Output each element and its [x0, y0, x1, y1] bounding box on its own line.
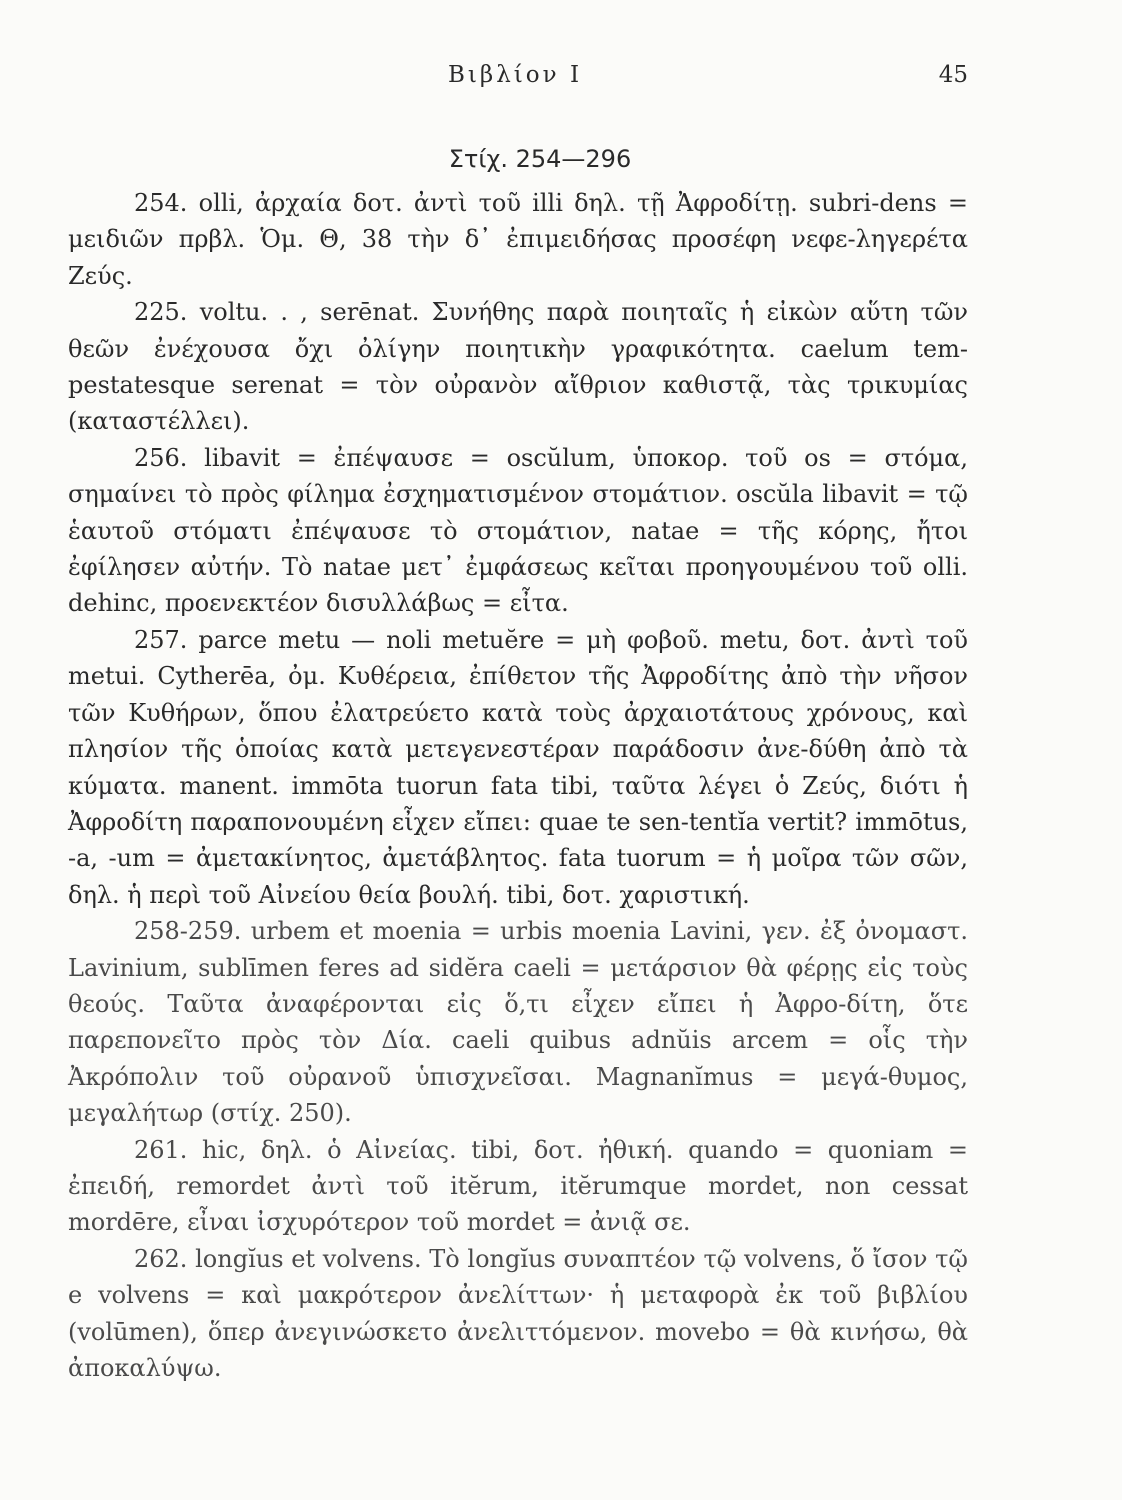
commentary-entry-254: 254. olli, ἀρχαία δοτ. ἀντὶ τοῦ illi δηλ. τῇ Ἀφροδίτῃ. subri-dens = μειδιῶν πρβλ. Ὁμ. Θ, 38 τὴν δ᾽ ἐπιμειδήσας προσέφη νεφε-ληγερέτα Ζεύς. — [68, 189, 968, 290]
commentary-entry-261: 261. hic, δηλ. ὁ Αἰνείας. tibi, δοτ. ἠθική. quando = quoniam = ἐπειδή, remordet ἀντὶ τοῦ itĕrum, itĕrumque mordet, non cessat mordēre, εἶναι ἰσχυρότερον τοῦ mordet = ἀνιᾷ σε. — [68, 1135, 968, 1237]
book-page — [68, 62, 968, 1462]
running-head — [68, 62, 968, 102]
running-head-title: Βιβλίον Ι — [448, 62, 583, 88]
section-title: Στίχ. 254—296 — [448, 145, 632, 173]
commentary-entry-258-259: 258-259. urbem et moenia = urbis moenia Lavini, γεν. ἐξ ὀνομαστ. Lavinium, sublīmen feres ad sidĕra caeli = μετάρσιον θὰ φέρῃς εἰς τοὺς θεούς. Ταῦτα ἀναφέρονται εἰς ὅ,τι εἶχεν εἴπει ἡ Ἀφρο-δίτη, ὅτε παρεπονεῖτο πρὸς τὸν Δία. caeli quibus adnŭis arcem = οἷς τὴν Ἀκρόπολιν τοῦ οὐρανοῦ ὑπισχνεῖσαι. Magnanĭmus = μεγά-θυμος, μεγαλήτωρ (στίχ. 250). — [68, 917, 968, 1128]
commentary-entry-255: 225. voltu. . , serēnat. Συνήθης παρὰ ποιηταῖς ἡ εἰκὼν αὕτη τῶν θεῶν ἐνέχουσα ὄχι ὀλίγην ποιητικὴν γραφικότητα. caelum tem-pestatesque serenat = τὸν οὐρανὸν αἴθριον καθιστᾷ, τὰς τρικυμίας (καταστέλλει). — [68, 298, 968, 436]
commentary-entry-257: 257. parce metu — noli metuĕre = μὴ φοβοῦ. metu, δοτ. ἀντὶ τοῦ metui. Cytherēa, ὀμ. Κυθέρεια, ἐπίθετον τῆς Ἀφροδίτης ἀπὸ τὴν νῆσον τῶν Κυθήρων, ὅπου ἐλατρεύετο κατὰ τοὺς ἀρχαιοτάτους χρόνους, καὶ πλησίον τῆς ὁποίας κατὰ μετεγενεστέραν παράδοσιν ἀνε-δύθη ἀπὸ τὰ κύματα. manent. immōta tuorun fata tibi, ταῦτα λέγει ὁ Ζεύς, διότι ἡ Ἀφροδίτη παραπονουμένη εἶχεν εἴπει: quae te sen-tentĭa vertit? immōtus, -a, -um = ἀμετακίνητος, ἀμετάβλητος. fata tuorum = ἡ μοῖρα τῶν σῶν, δηλ. ἡ περὶ τοῦ Αἰνείου θεία βουλή. tibi, δοτ. χαριστική. — [68, 625, 968, 909]
commentary-entry-256: 256. libavit = ἐπέψαυσε = oscŭlum, ὑποκορ. τοῦ os = στόμα, σημαίνει τὸ πρὸς φίλημα ἐσχηματισμένον στομάτιον. oscŭla libavit = τῷ ἑαυτοῦ στόματι ἐπέψαυσε τὸ στομάτιον, natae = τῆς κόρης, ἤτοι ἐφίλησεν αὐτήν. Τὸ natae μετ᾽ ἐμφάσεως κεῖται προηγουμένου τοῦ olli. dehinc, προενεκτέον δισυλλάβως = εἶτα. — [68, 443, 968, 618]
commentary-entry-262: 262. longĭus et volvens. Τὸ longĭus συναπτέον τῷ volvens, ὅ ἴσον τῷ e volvens = καὶ μακρότερον ἀνελίττων· ἡ μεταφορὰ ἐκ τοῦ βιβλίου (volūmen), ὅπερ ἀνεγινώσκετο ἀνελιττόμενον. movebo = θὰ κινήσω, θὰ ἀποκαλύψω. — [68, 1244, 968, 1382]
page-number: 45 — [938, 62, 968, 88]
